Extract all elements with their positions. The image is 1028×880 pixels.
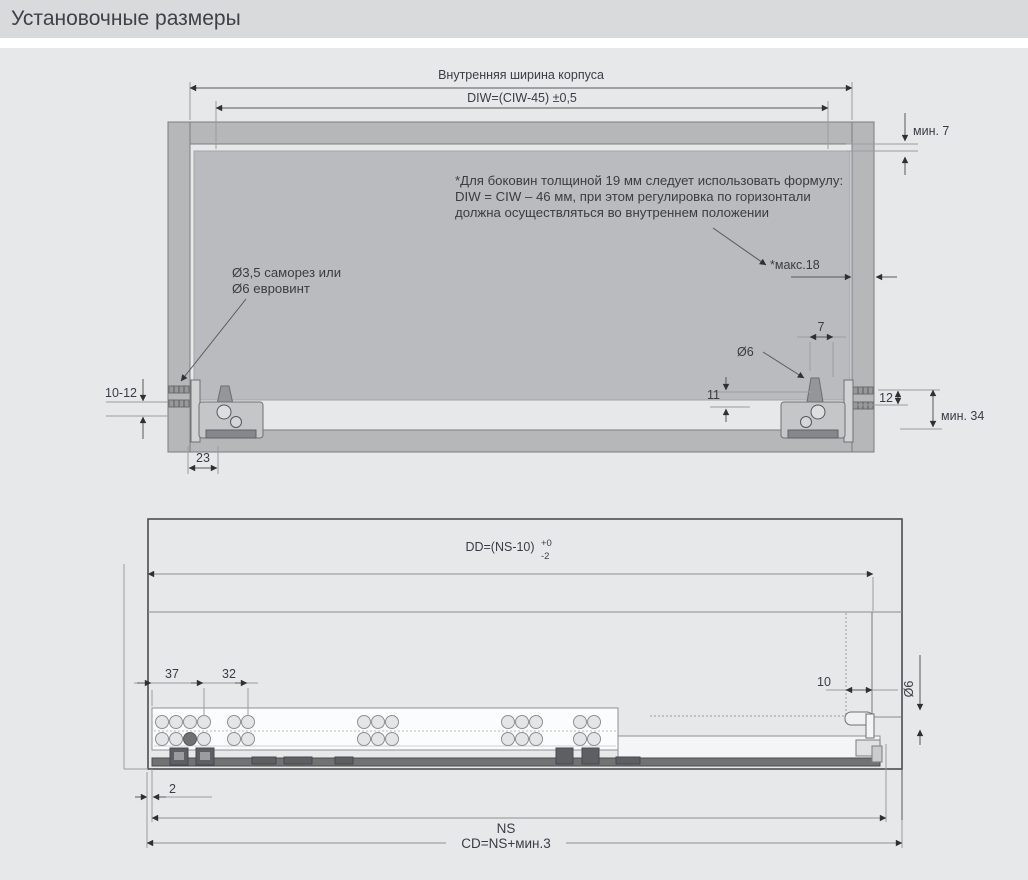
screw-left-upper	[169, 386, 189, 393]
screw-note-line2: Ø6 евровинт	[232, 281, 310, 296]
dim-10	[817, 675, 898, 690]
dim23-label: 23	[196, 451, 210, 465]
note-line2: DIW = CIW – 46 мм, при этом регулировка по горизонтали	[455, 189, 811, 204]
dim2-label: 2	[169, 782, 176, 796]
screw-right-upper	[853, 387, 873, 394]
rail-hole-dark	[184, 733, 197, 746]
dd-tolerance-upper: +0	[541, 538, 552, 549]
note-line3: должна осуществляться во внутреннем положении	[455, 205, 770, 220]
inner-width-label: Внутренняя ширина корпуса	[438, 68, 604, 82]
dd-tolerance-lower: -2	[541, 551, 550, 562]
dim37-label: 37	[165, 667, 179, 681]
dim-10-12	[105, 379, 168, 439]
cd-formula-label: CD=NS+мин.3	[461, 836, 551, 851]
dim-min34	[900, 390, 984, 429]
rail-mounting-plate	[152, 708, 618, 750]
rail-front-extension	[618, 736, 880, 758]
ns-label: NS	[496, 821, 516, 836]
rail-hook	[845, 712, 874, 738]
dim7-label: 7	[817, 320, 825, 334]
dd-formula-label: DD=(NS-10)	[465, 540, 535, 554]
dim-cd	[147, 772, 902, 851]
drawer-slide-rail	[152, 708, 882, 766]
dim10-12-label: 10-12	[105, 386, 137, 400]
dim11-label: 11	[707, 388, 720, 402]
dim12-label: 12	[879, 391, 893, 405]
cabinet-bottom-panel	[168, 430, 874, 452]
screw-note-line1: Ø3,5 саморез или	[232, 265, 342, 280]
min34-label: мин. 34	[941, 409, 985, 423]
diw-formula-label: DIW=(CIW-45) ±0,5	[467, 91, 577, 105]
dia6-label: Ø6	[737, 345, 754, 359]
screw-left-lower	[169, 400, 189, 407]
note-line1: *Для боковин толщиной 19 мм следует использовать формулу:	[455, 173, 844, 188]
page-title: Установочные размеры	[11, 7, 241, 30]
dim10-label: 10	[817, 675, 831, 689]
dim32-label: 32	[222, 667, 236, 681]
min7-label: мин. 7	[913, 124, 950, 138]
dim-dia6-vertical	[902, 655, 920, 745]
dim-dd	[148, 538, 873, 611]
max18-label: *макс.18	[770, 258, 820, 272]
dia6-vertical-label: Ø6	[902, 680, 916, 698]
cabinet-top-panel	[168, 122, 874, 144]
